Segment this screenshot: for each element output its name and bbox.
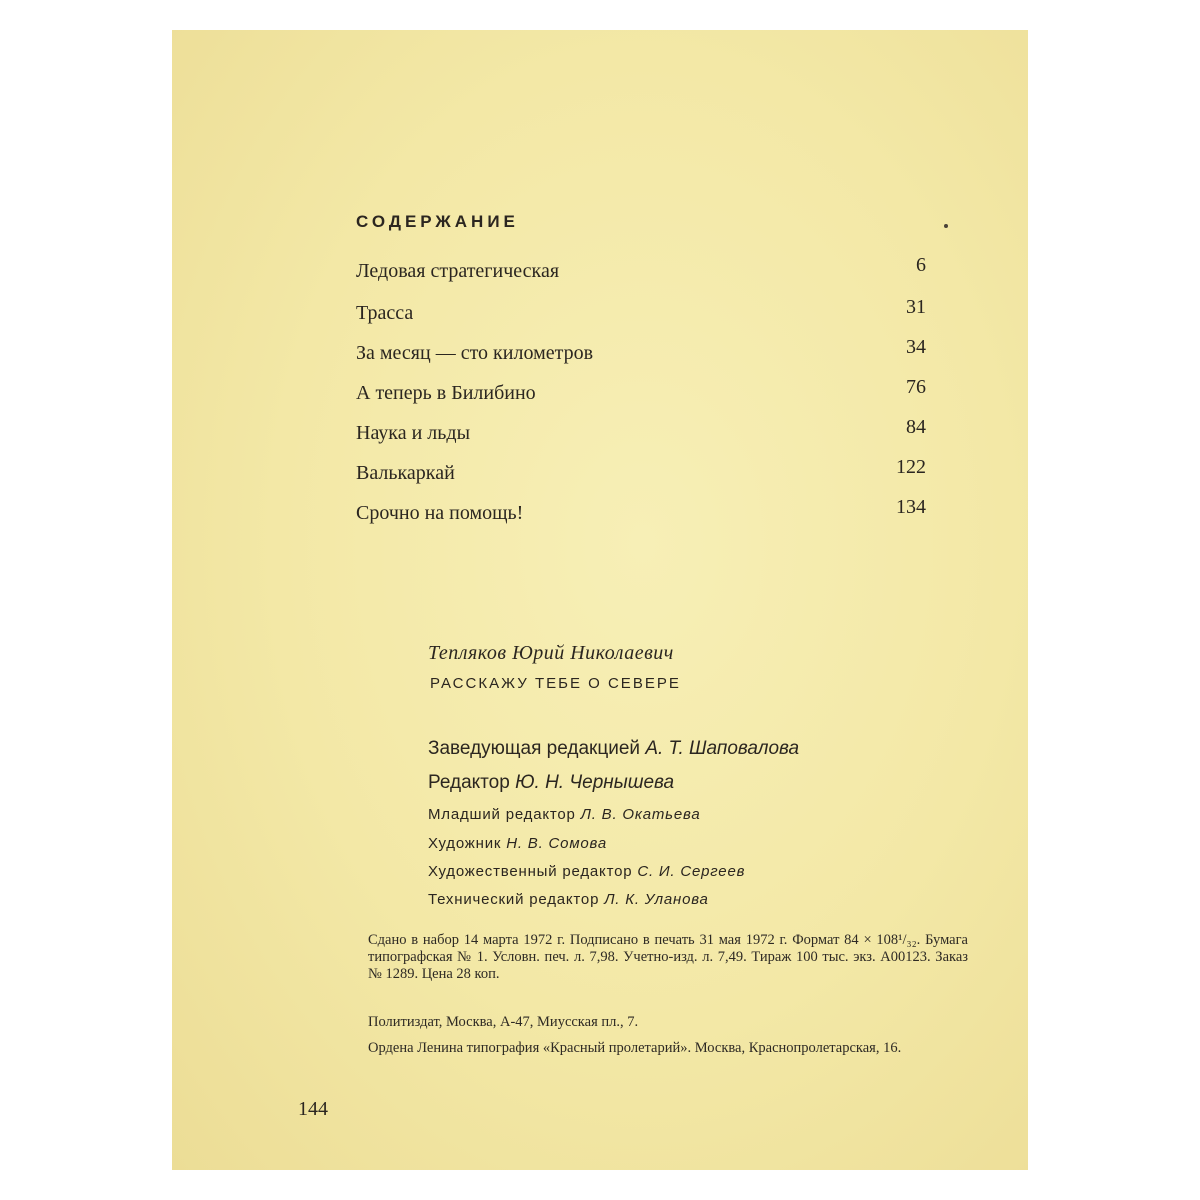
- credit-name: А. Т. Шаповалова: [645, 738, 800, 759]
- toc-entry-title: А теперь в Билибино: [356, 382, 536, 404]
- toc-entry-page: 6: [916, 254, 926, 276]
- toc-entry-page: 122: [896, 456, 926, 478]
- credit-name: Ю. Н. Чернышева: [515, 772, 675, 793]
- credit-line: [428, 863, 745, 880]
- toc-entry-page: 76: [906, 376, 926, 398]
- credit-role: Редактор: [428, 772, 510, 793]
- imprint-details: Сдано в набор 14 марта 1972 г. Подписано в печать 31 мая 1972 г. Формат 84 × 108¹/₃₂. Бумага типографская № 1. Условн. печ. л. 7,98. Учетно-изд. л. 7,49. Тираж 100 тыс. экз. А00123. Заказ № 1289. Цена 28 коп.: [368, 932, 968, 982]
- toc-entry-title: Трасса: [356, 302, 414, 324]
- toc-entry-title: Наука и льды: [356, 422, 471, 444]
- toc-entry-page: 31: [906, 296, 926, 318]
- toc-entry-title: Срочно на помощь!: [356, 502, 524, 524]
- toc-heading: СОДЕРЖАНИЕ: [356, 212, 519, 231]
- book-page: [172, 30, 1028, 1170]
- toc-entry: [356, 416, 926, 450]
- toc-entry: [356, 336, 926, 370]
- credit-role: Художник: [428, 835, 502, 852]
- toc-entry-page: 84: [906, 416, 926, 438]
- page-number: 144: [298, 1098, 328, 1120]
- credit-line: [428, 835, 607, 852]
- credit-line: [428, 806, 700, 823]
- toc-entry-title: Валькаркай: [356, 462, 455, 484]
- credit-line: [428, 738, 799, 760]
- toc-entry: [356, 496, 926, 530]
- credit-role: Младший редактор: [428, 806, 576, 823]
- toc-entry: [356, 254, 926, 288]
- credit-role: Технический редактор: [428, 891, 600, 908]
- credit-line: [428, 772, 674, 794]
- toc-entry: [356, 376, 926, 410]
- credit-name: С. И. Сергеев: [637, 863, 746, 880]
- printer-address: Ордена Ленина типография «Красный пролетарий». Москва, Краснопролетарская, 16.: [368, 1040, 902, 1056]
- credit-line: [428, 891, 709, 908]
- toc-entry-title: Ледовая стратегическая: [356, 260, 560, 282]
- book-title: РАССКАЖУ ТЕБЕ О СЕВЕРЕ: [430, 675, 681, 692]
- credit-name: Л. В. Окатьева: [580, 806, 701, 823]
- credit-role: Заведующая редакцией: [428, 738, 641, 759]
- toc-entry: [356, 456, 926, 490]
- toc-entry-page: 134: [896, 496, 926, 518]
- toc-entry: [356, 296, 926, 330]
- print-speck: [944, 224, 948, 228]
- toc-entry-title: За месяц — сто километров: [356, 342, 594, 364]
- publisher-address: Политиздат, Москва, А-47, Миусская пл., 7.: [368, 1014, 639, 1030]
- credit-name: Н. В. Сомова: [506, 835, 607, 852]
- credit-role: Художественный редактор: [428, 863, 633, 880]
- author-name: Тепляков Юрий Николаевич: [428, 642, 674, 664]
- toc-entry-page: 34: [906, 336, 926, 358]
- credit-name: Л. К. Уланова: [604, 891, 709, 908]
